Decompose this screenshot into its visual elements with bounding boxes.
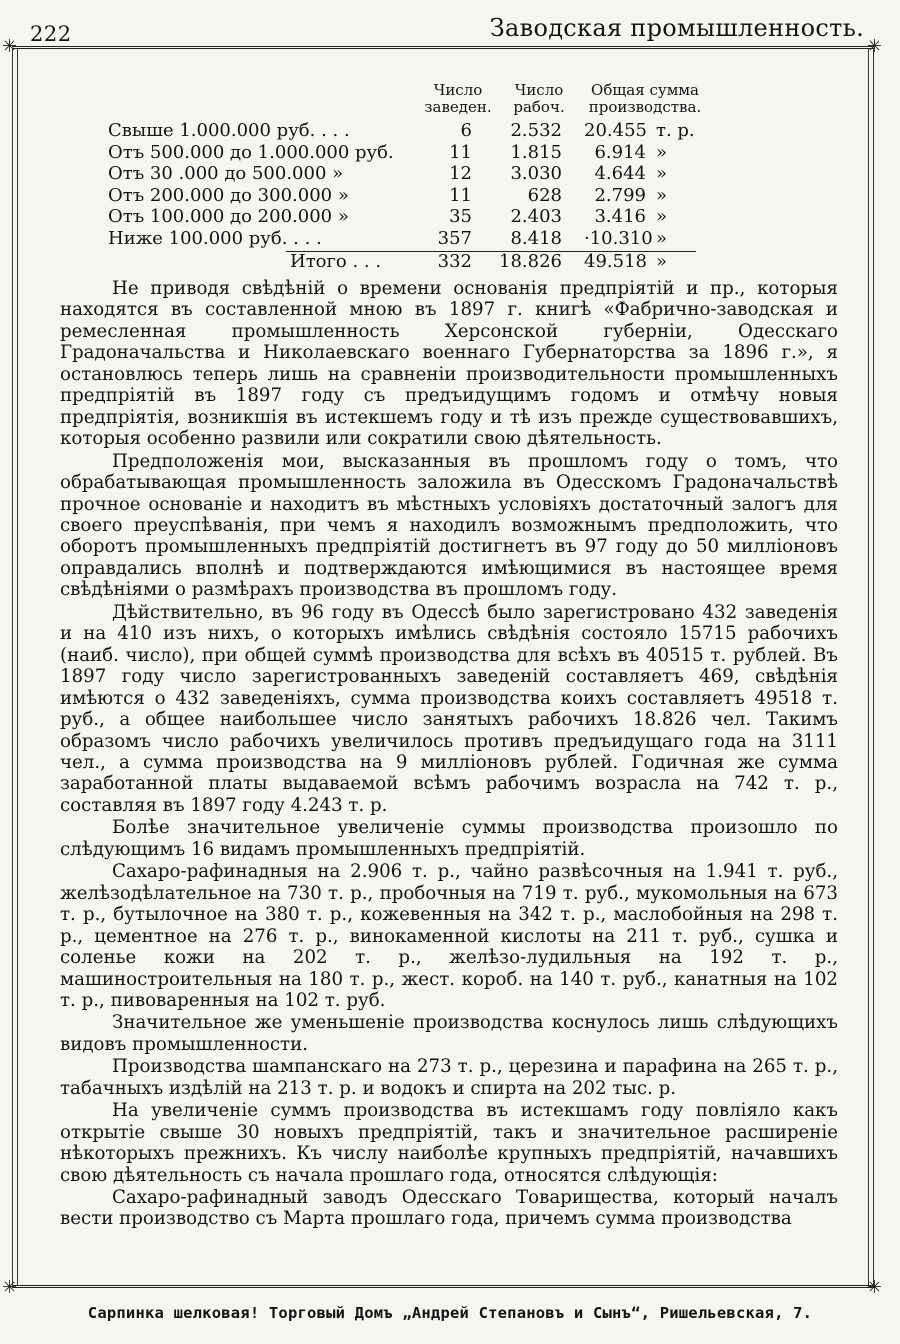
row-label: Отъ 500.000 до 1.000.000 руб. (108, 141, 394, 163)
table-row (108, 120, 748, 142)
total-sum: 49.518 (584, 251, 647, 272)
total-establishments: 332 (437, 251, 472, 272)
row-unit: » (656, 141, 668, 163)
row-workers: 1.815 (510, 141, 562, 163)
row-sum: 3.416 (594, 206, 646, 227)
paragraph: Сахаро-рафинадныя на 2.906 т. р., чайно развѣсочныя на 1.941 т. руб., желѣзодѣлательное на 730 т. р., пробочныя на 719 т. руб., мукомольныя на 673 т. р., бутылочное на 380 т. р., кожевенныя на 342 т. р., маслобойныя на 298 т. р., цементное на 276 т. р., винокаменной кислоты на 211 т. руб., сушка и соленье кожи на 202 т. р., желѣзо-лудильныя на 192 т. р., машиностроительныя на 180 т. р., жест. короб. на 140 т. руб., канатныя на 102 т. р., пивоваренныя на 102 т. руб. (60, 861, 838, 1011)
table-row (108, 228, 748, 250)
paragraph: Дѣйствительно, въ 96 году въ Одессѣ было зарегистровано 432 заведенія и на 410 изъ нихъ, о которыхъ имѣлись свѣдѣнія состояло 15715 рабочихъ (наиб. число), при общей суммѣ производства для всѣхъ въ 40515 т. рублей. Въ 1897 году число зарегистрованныхъ заведеній составляетъ 469, свѣдѣнія имѣются о 432 заведеніяхъ, сумма производства коихъ составляетъ 49518 т. руб., а общее наибольшее число занятыхъ рабочихъ 18.826 чел. Такимъ образомъ число рабочихъ увеличилось противъ предъидущаго года на 3111 чел., а сумма производства на 9 милліоновъ рублей. Годичная же сумма заработанной платы выдаваемой всѣмъ рабочимъ возрасла на 742 т. р., составляя въ 1897 году 4.243 т. р. (60, 601, 838, 816)
page-number: 222 (30, 22, 72, 46)
row-establishments: 12 (449, 163, 472, 184)
header-total-sum: Общая сумма производства. (588, 81, 702, 116)
row-sum: 4.644 (594, 163, 646, 184)
footer-advertisement: Сарпинка шелковая! Торговый Домъ „Андрей Степановъ и Сынъ“, Ришельевская, 7. (87, 1304, 813, 1322)
corner-ornament-icon: ✳ (2, 36, 18, 57)
row-unit: » (656, 206, 668, 227)
corner-ornament-icon: ✳ (866, 36, 882, 57)
table-row (108, 206, 748, 228)
paragraph: Производства шампанскаго на 273 т. р., церезина и парафина на 265 т. р., табачныхъ издѣлій на 213 т. р. и водокъ и спирта на 202 тыс. р. (60, 1056, 838, 1099)
total-label: Итого . . . (290, 251, 382, 272)
paragraph: Не приводя свѣдѣній о времени основанія предпріятій и пр., которыя находятся въ составленной мною въ 1897 г. книгѣ «Фабрично-заводская и ремесленная промышленность Херсонской губерніи, Одесскаго Градоначальства и Николаевскаго военнаго Губернаторства за 1896 г.», я остановлюсь теперь лишь на сравненіи производительности промышленныхъ предпріятій въ 1897 году съ предъидущимъ годомъ и отмѣчу новыя предпріятія, возникшія въ истекшемъ году и тѣ изъ прежде существовавшихъ, которыя особенно развили или сократили свою дѣятельность. (60, 278, 838, 450)
row-sum: 6.914 (594, 141, 646, 163)
row-establishments: 357 (437, 227, 472, 249)
row-unit: » (656, 227, 668, 249)
row-workers: 628 (527, 184, 562, 206)
production-table (108, 80, 748, 273)
row-establishments: 11 (449, 141, 472, 163)
paragraph: На увеличеніе суммъ производства въ истекшамъ году повліяло какъ открытіе свыше 30 новыхъ предпріятій, такъ и значительное расширеніе нѣкоторыхъ прежнихъ. Къ числу наиболѣе крупныхъ предпріятій, начавшихъ свою дѣятельность съ начала прошлаго года, относятся слѣдующія: (60, 1100, 838, 1186)
row-workers: 3.030 (510, 163, 562, 184)
table-row (108, 163, 748, 185)
row-label: Отъ 30 .000 до 500.000 » (108, 163, 344, 184)
total-workers: 18.826 (499, 251, 562, 272)
paragraph: Болѣе значительное увеличеніе суммы производства произошло по слѣдующимъ 16 видамъ промышленныхъ предпріятій. (60, 817, 838, 860)
row-unit: » (656, 184, 668, 206)
total-unit: » (656, 251, 668, 272)
row-unit: » (656, 163, 668, 184)
row-sum: 20.455 (584, 120, 647, 141)
table-row (108, 142, 748, 164)
row-sum: 2.799 (594, 184, 646, 206)
running-title: Заводская промышленность. (489, 14, 864, 42)
table-header (108, 80, 748, 120)
row-establishments: 35 (449, 206, 472, 227)
paragraph: Сахаро-рафинадный заводъ Одесскаго Товарищества, который началъ вести производство съ Марта прошлаго года, причемъ сумма производства (60, 1187, 838, 1230)
row-label: Ниже 100.000 руб. . . . (108, 227, 322, 249)
row-label: Отъ 100.000 до 200.000 » (108, 206, 349, 227)
row-workers: 2.532 (510, 120, 562, 141)
paragraph: Предположенія мои, высказанныя въ прошломъ году о томъ, что обрабатывающая промышленность заложила въ Одесскомъ Градоначальствѣ прочное основаніе и находитъ въ мѣстныхъ условіяхъ достаточный залогъ для своего преуспѣванія, при чемъ я находилъ возможнымъ предположить, что оборотъ промышленныхъ предпріятій достигнетъ въ 97 году до 50 милліоновъ оправдались вполнѣ и подтверждаются имѣющимися въ настоящее время свѣдѣніями о размѣрахъ производства въ прошломъ году. (60, 450, 838, 601)
row-sum: ·10.310 (584, 227, 653, 249)
row-establishments: 6 (460, 120, 472, 141)
row-unit: т. р. (656, 120, 695, 141)
row-label: Свыше 1.000.000 руб. . . . (108, 120, 350, 141)
table-row (108, 185, 748, 207)
corner-ornament-icon: ✳ (866, 1277, 882, 1298)
header-establishments: Число заведен. (424, 81, 492, 116)
total-row (108, 251, 748, 273)
corner-ornament-icon: ✳ (2, 1277, 18, 1298)
body-text (60, 278, 838, 1231)
row-establishments: 11 (449, 184, 472, 206)
paragraph: Значительное же уменьшеніе производства коснулось лишь слѣдующихъ видовъ промышленности. (60, 1012, 838, 1055)
row-workers: 2.403 (510, 206, 562, 227)
row-workers: 8.418 (510, 227, 562, 249)
row-label: Отъ 200.000 до 300.000 » (108, 184, 349, 206)
header-workers: Число рабоч. (513, 81, 565, 116)
